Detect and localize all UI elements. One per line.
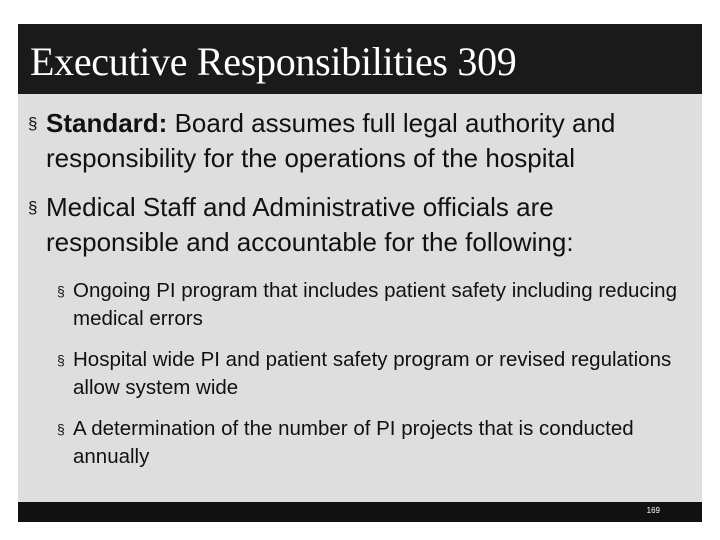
bullet-text: Board assumes full legal authority and responsibility for the operations of the hospital [46, 108, 616, 173]
slide [18, 24, 702, 522]
sub-bullet-text: Hospital wide PI and patient safety program or revised regulations allow system wide [73, 348, 672, 399]
sub-bullet-item [28, 346, 692, 402]
sub-bullet-marker-icon: § [57, 421, 65, 437]
footer-bar [18, 502, 702, 522]
bullet-marker-icon: § [28, 114, 38, 133]
title-bar [18, 24, 702, 94]
sub-bullet-text: A determination of the number of PI projects that is conducted annually [73, 417, 634, 468]
bullet-item-responsibilities [28, 190, 692, 260]
slide-title: Executive Responsibilities 309 [30, 39, 517, 84]
page-number: 169 [646, 506, 660, 515]
sub-bullet-marker-icon: § [57, 352, 65, 368]
sub-bullet-text: Ongoing PI program that includes patient safety including reducing medical errors [73, 279, 677, 330]
bullet-lead: Standard: [46, 108, 168, 138]
sub-bullet-item [28, 415, 692, 471]
bullet-item-standard [28, 106, 692, 176]
sub-bullet-marker-icon: § [57, 283, 65, 299]
sub-bullet-item [28, 277, 692, 333]
bullet-text: Medical Staff and Administrative officials are responsible and accountable for the following: [46, 192, 574, 257]
bullet-marker-icon: § [28, 198, 38, 217]
slide-content [28, 106, 692, 471]
